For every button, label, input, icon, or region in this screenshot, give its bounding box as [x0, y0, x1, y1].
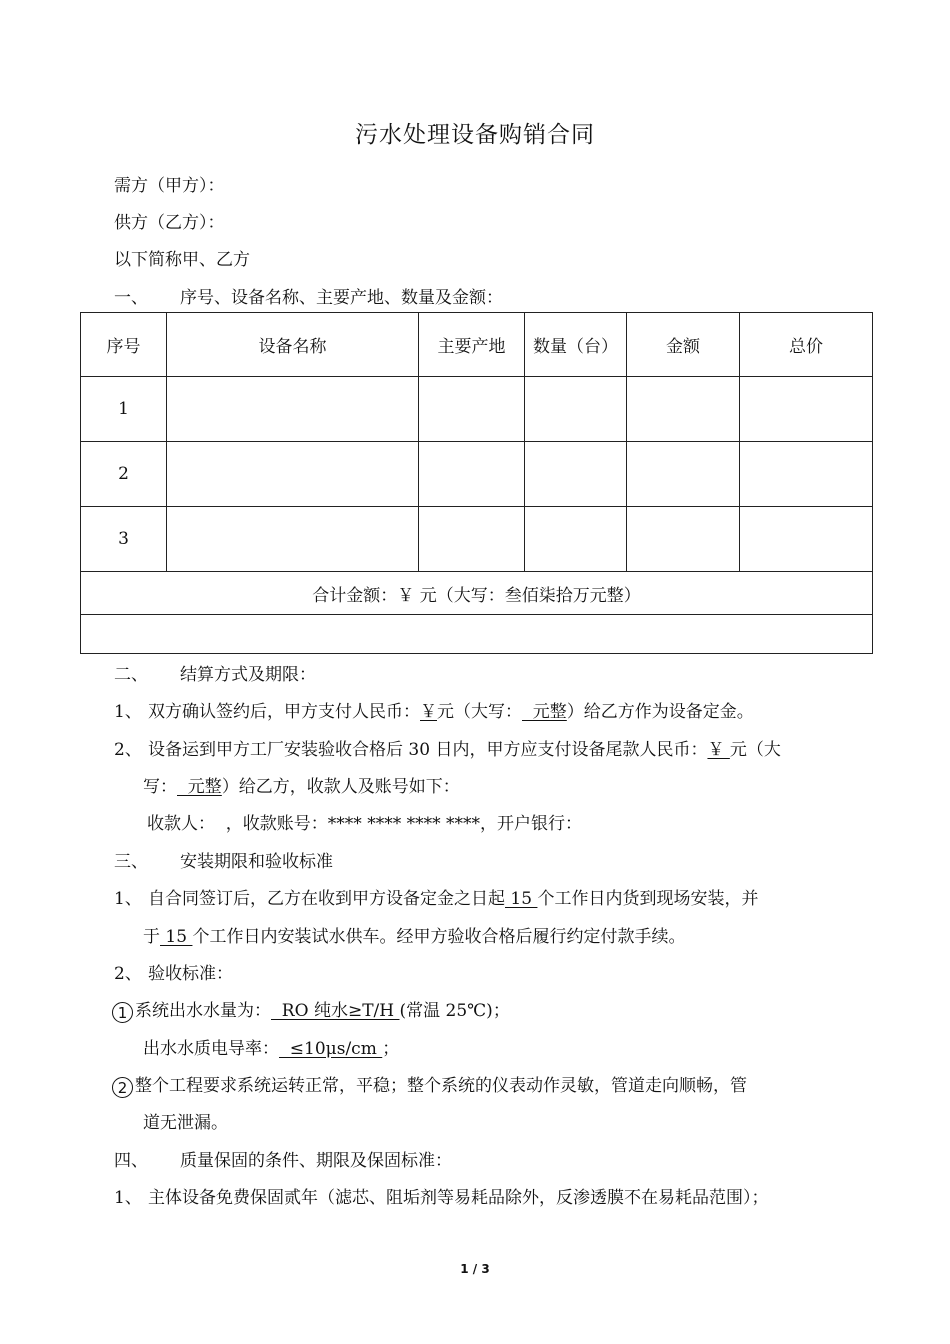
clause-number: 1、 [114, 702, 142, 722]
table-row [81, 507, 873, 572]
column-header: 主要产地 [419, 313, 525, 377]
clause-2-1 [114, 697, 754, 722]
clause-2-2 [114, 735, 781, 760]
standard-1-conductivity [143, 1034, 399, 1059]
amount-words-blank: 元整 [522, 702, 567, 722]
clause-text: (常温 25℃)； [399, 1001, 510, 1021]
clause-text: 系统出水水量为： [135, 1001, 271, 1021]
clause-number: 2、 [114, 740, 142, 760]
section-number: 四、 [114, 1151, 148, 1171]
clause-text: 元（大写： [437, 702, 522, 722]
section-number: 二、 [114, 665, 148, 685]
amount-blank: ￥ [420, 702, 437, 722]
abbrev-note: 以下简称甲、乙方 [114, 250, 250, 270]
section-1-heading [114, 283, 503, 308]
table-cell [627, 377, 740, 442]
clause-text: 个工作日内货到现场安装，并 [537, 889, 759, 909]
table-cell [627, 507, 740, 572]
table-cell [81, 615, 873, 654]
circled-number-2-icon: 2 [112, 1077, 133, 1098]
clause-text: ）给乙方作为设备定金。 [566, 702, 754, 722]
clause-text: 设备运到甲方工厂安装验收合格后 30 日内，甲方应支付设备尾款人民币： [148, 740, 708, 760]
column-header: 数量（台） [525, 313, 627, 377]
row-number: 3 [81, 507, 167, 572]
table-cell [419, 507, 525, 572]
days-blank: 15 [505, 889, 538, 909]
buyer-label: 需方（甲方）： [114, 176, 225, 196]
section-4-heading [114, 1146, 452, 1171]
clause-number: 1、 [114, 1188, 142, 1208]
section-text: 安装期限和验收标准 [180, 852, 333, 872]
table-cell [740, 442, 873, 507]
section-number: 一、 [114, 288, 148, 308]
row-number: 1 [81, 377, 167, 442]
standard-2-continued: 道无泄漏。 [143, 1113, 228, 1133]
clause-3-1-continued [143, 922, 685, 947]
column-header: 金额 [627, 313, 740, 377]
section-text: 结算方式及期限： [180, 665, 316, 685]
clause-text: 自合同签订后，乙方在收到甲方设备定金之日起 [148, 889, 505, 909]
clause-text: ； [382, 1039, 400, 1059]
seller-label: 供方（乙方）： [114, 213, 225, 233]
days-blank: 15 [160, 927, 193, 947]
clause-number: 1、 [114, 889, 142, 909]
table-cell [740, 507, 873, 572]
section-text: 序号、设备名称、主要产地、数量及金额： [180, 288, 503, 308]
table-cell [167, 507, 419, 572]
clause-text: 主体设备免费保固贰年（滤芯、阻垢剂等易耗品除外，反渗透膜不在易耗品范围）； [148, 1188, 769, 1208]
table-total-row [81, 572, 873, 615]
section-text: 质量保固的条件、期限及保固标准： [180, 1151, 452, 1171]
column-header: 设备名称 [167, 313, 419, 377]
column-header: 总价 [740, 313, 873, 377]
page-number: 1 / 3 [460, 1262, 490, 1276]
table-cell [525, 507, 627, 572]
table-row [81, 442, 873, 507]
table-cell [525, 377, 627, 442]
payee-line: 收款人： ，收款账号：**** **** **** ****，开户银行： [147, 814, 583, 834]
clause-text: 元（大 [729, 740, 781, 760]
clause-text: 验收标准： [148, 964, 233, 984]
table-header-row [81, 313, 873, 377]
total-amount: 合计金额：￥ 元（大写：叁佰柒拾万元整） [81, 572, 873, 615]
document-title: 污水处理设备购销合同 [355, 122, 595, 148]
table-cell [167, 442, 419, 507]
water-output-blank: RO 纯水≥T/H [271, 1001, 400, 1021]
table-cell [740, 377, 873, 442]
clause-text: 写： [143, 777, 177, 797]
standard-2 [114, 1071, 747, 1098]
clause-4-1 [114, 1183, 769, 1208]
section-number: 三、 [114, 852, 148, 872]
table-blank-row [81, 615, 873, 654]
clause-text: 整个工程要求系统运转正常，平稳；整个系统的仪表动作灵敏，管道走向顺畅，管 [135, 1076, 747, 1096]
section-2-heading [114, 660, 316, 685]
table-cell [419, 442, 525, 507]
clause-3-2 [114, 959, 233, 984]
clause-3-1 [114, 884, 758, 909]
row-number: 2 [81, 442, 167, 507]
table-cell [525, 442, 627, 507]
amount-words-blank: 元整 [177, 777, 222, 797]
circled-number-1-icon: 1 [112, 1002, 133, 1023]
table-cell [167, 377, 419, 442]
conductivity-blank: ≤10μs/cm [279, 1039, 383, 1059]
clause-number: 2、 [114, 964, 142, 984]
clause-text: 双方确认签约后，甲方支付人民币： [148, 702, 420, 722]
clause-text: 于 [143, 927, 160, 947]
clause-text: 出水水质电导率： [143, 1039, 279, 1059]
clause-text: 个工作日内安装试水供车。经甲方验收合格后履行约定付款手续。 [192, 927, 686, 947]
table-row [81, 377, 873, 442]
section-3-heading [114, 847, 333, 872]
clause-2-2-continued [143, 772, 460, 797]
clause-text: ）给乙方，收款人及账号如下： [221, 777, 460, 797]
table-cell [419, 377, 525, 442]
amount-blank: ￥ [707, 740, 730, 760]
standard-1 [114, 996, 510, 1023]
column-header: 序号 [81, 313, 167, 377]
table-cell [627, 442, 740, 507]
equipment-table [80, 312, 873, 654]
